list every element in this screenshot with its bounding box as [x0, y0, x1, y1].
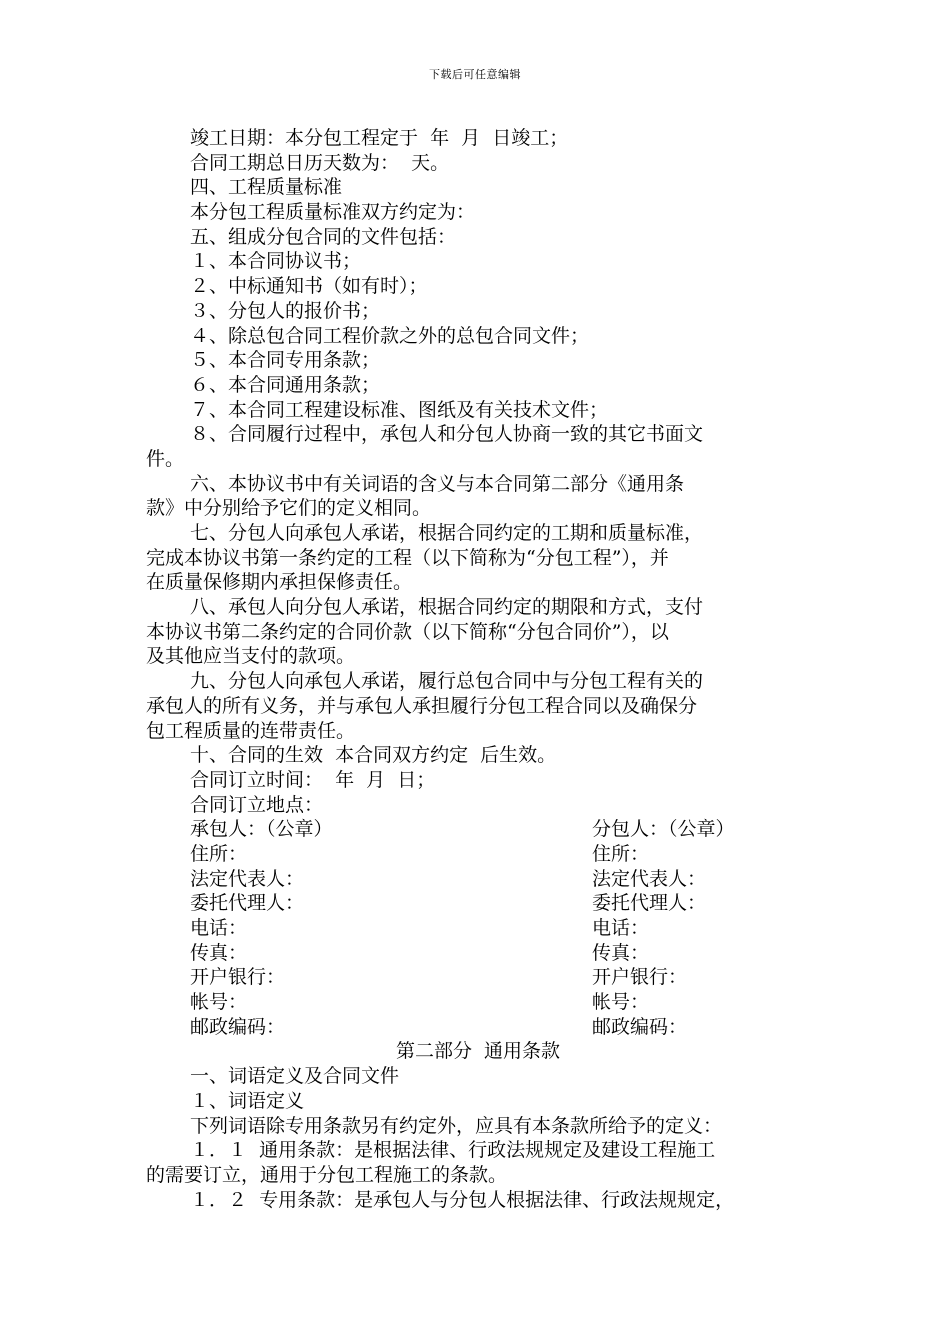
text-line: 竣工日期：本分包工程定于 年 月 日竣工；	[190, 127, 569, 149]
text-line: 六、本协议书中有关词语的含义与本合同第二部分《通用条	[190, 472, 685, 495]
text-line: 一、词语定义及合同文件	[190, 1065, 400, 1088]
signature-row	[146, 842, 810, 867]
text-line: 九、分包人向承包人承诺，履行总包合同中与分包工程有关的	[190, 670, 704, 693]
text-line: ３、分包人的报价书；	[190, 299, 381, 322]
text-line: ４、除总包合同工程价款之外的总包合同文件；	[190, 324, 590, 347]
contractor-field-label: 帐号：	[190, 991, 248, 1014]
text-line: ６、本合同通用条款；	[190, 373, 381, 396]
signature-row	[146, 990, 810, 1015]
contractor-field-label: 承包人：（公章）	[190, 818, 333, 841]
subcontractor-field-label: 住所：	[592, 842, 650, 865]
signature-block	[146, 817, 810, 1039]
text-line: 十、合同的生效 本合同双方约定 后生效。	[190, 744, 557, 767]
contractor-field-label: 邮政编码：	[190, 1015, 286, 1038]
text-line: 款》中分别给予它们的定义相同。	[146, 497, 432, 520]
contractor-field-label: 法定代表人：	[190, 867, 305, 890]
text-line: 及其他应当支付的款项。	[146, 645, 356, 668]
subcontractor-field-label: 帐号：	[592, 991, 650, 1014]
document-body	[146, 126, 810, 1212]
text-line: 本协议书第二条约定的合同价款（以下简称“分包合同价”），以	[146, 620, 669, 643]
text-line: ５、本合同专用条款；	[190, 349, 381, 372]
text-line: 八、承包人向分包人承诺，根据合同约定的期限和方式，支付	[190, 596, 704, 619]
signature-row	[146, 891, 810, 916]
text-line: 在质量保修期内承担保修责任。	[146, 571, 413, 594]
subcontractor-field-label: 传真：	[592, 941, 650, 964]
subcontractor-field-label: 委托代理人：	[592, 892, 707, 915]
text-line: 合同订立时间： 年 月 日；	[190, 768, 436, 791]
text-line: 完成本协议书第一条约定的工程（以下简称为“分包工程”），并	[146, 546, 669, 569]
text-line: 合同订立地点：	[190, 793, 324, 816]
signature-row	[146, 965, 810, 990]
signature-row	[146, 1015, 810, 1040]
text-line: ７、本合同工程建设标准、图纸及有关技术文件；	[190, 398, 609, 421]
text-line: 四、工程质量标准	[190, 176, 343, 199]
subcontractor-field-label: 法定代表人：	[592, 867, 707, 890]
text-line: １、本合同协议书；	[190, 250, 362, 273]
text-line: 承包人的所有义务，并与承包人承担履行分包工程合同以及确保分	[146, 694, 698, 717]
text-line: 七、分包人向承包人承诺，根据合同约定的工期和质量标准，	[190, 522, 704, 544]
text-line: 件。	[146, 447, 185, 470]
text-line: 本分包工程质量标准双方约定为：	[190, 201, 476, 224]
signature-row	[146, 916, 810, 941]
contractor-field-label: 委托代理人：	[190, 892, 305, 915]
subcontractor-field-label: 电话：	[592, 917, 650, 939]
text-line: ８、合同履行过程中，承包人和分包人协商一致的其它书面文	[190, 423, 704, 446]
text-line: 五、组成分包合同的文件包括：	[190, 225, 457, 248]
text-line: 合同工期总日历天数为： 天。	[190, 151, 450, 174]
text-line: １、词语定义	[190, 1089, 305, 1112]
page-header: 下载后可任意编辑	[429, 68, 521, 81]
contractor-field-label: 传真：	[190, 941, 248, 964]
contractor-field-label: 住所：	[190, 842, 248, 865]
text-line: 下列词语除专用条款另有约定外，应具有本条款所给予的定义：	[190, 1114, 723, 1137]
contractor-field-label: 电话：	[190, 917, 248, 939]
text-line: 包工程质量的连带责任。	[146, 719, 356, 742]
agreement-clauses	[146, 126, 810, 817]
general-terms-clauses	[146, 1064, 810, 1212]
signature-row	[146, 867, 810, 892]
text-line: １．２ 专用条款：是承包人与分包人根据法律、行政法规规定，	[190, 1188, 735, 1211]
subcontractor-field-label: 开户银行：	[592, 966, 688, 989]
section-title: 第二部分 通用条款	[395, 1040, 561, 1063]
contractor-field-label: 开户银行：	[190, 966, 286, 989]
text-line: ２、中标通知书（如有时）；	[190, 275, 428, 298]
text-line: 的需要订立，通用于分包工程施工的条款。	[146, 1163, 508, 1186]
subcontractor-field-label: 邮政编码：	[592, 1015, 688, 1038]
text-line: １．１ 通用条款：是根据法律、行政法规规定及建设工程施工	[190, 1139, 716, 1162]
signature-row	[146, 941, 810, 966]
signature-row	[146, 817, 810, 842]
subcontractor-field-label: 分包人：（公章）	[592, 818, 735, 841]
